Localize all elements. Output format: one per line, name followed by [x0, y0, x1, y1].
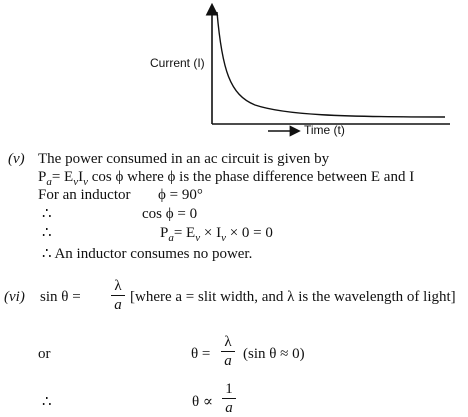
small-angle-note: (sin θ ≈ 0) [243, 346, 305, 362]
fraction-lambda-over-a [111, 278, 125, 313]
therefore-symbol: ∴ [42, 206, 52, 222]
sin-theta-expression: sin θ = [40, 289, 81, 305]
fraction-denominator: a [224, 353, 232, 369]
part-v-power-zero: $P_a= E_v \times I_v \times 0 = 0$ [160, 225, 273, 244]
part-v-conclusion: ∴ An inductor consumes no power. [42, 246, 253, 262]
therefore-symbol: ∴ [42, 394, 52, 410]
part-v-line1: The power consumed in an ac circuit is given by [38, 151, 330, 167]
theta-proportional: θ ∝ [192, 394, 214, 410]
fraction-one-over-a [222, 381, 236, 416]
x-axis-label: Time (t) [304, 123, 345, 137]
therefore-symbol: ∴ [42, 225, 52, 241]
y-axis-label: Current (I) [150, 56, 205, 70]
part-v-power-formula: $P_a= E_vI_v$ cos ϕ where ϕ is the phase difference between E and I [38, 169, 415, 188]
fraction-numerator: λ [224, 334, 232, 350]
or-label: or [38, 346, 51, 362]
current-time-graph [140, 0, 460, 145]
fraction-numerator: λ [114, 278, 122, 294]
part-vi-label: (vi) [4, 289, 25, 305]
graph-svg [140, 0, 460, 145]
theta-equals: θ = [191, 346, 211, 362]
fraction-denominator: a [114, 297, 122, 313]
part-v-inductor-label: For an inductor [38, 187, 131, 203]
part-v-phase-value: ϕ = 90° [158, 187, 203, 203]
part-v-cos-phi: cos ϕ = 0 [142, 206, 198, 222]
part-vi-bracket-note: [where a = slit width, and λ is the wavelength of light] [130, 289, 456, 305]
fraction-denominator: a [225, 400, 233, 416]
fraction-lambda-over-a [221, 334, 235, 369]
part-v-label: (v) [8, 151, 25, 167]
fraction-numerator: 1 [225, 381, 233, 397]
current-decay-curve [217, 12, 445, 117]
